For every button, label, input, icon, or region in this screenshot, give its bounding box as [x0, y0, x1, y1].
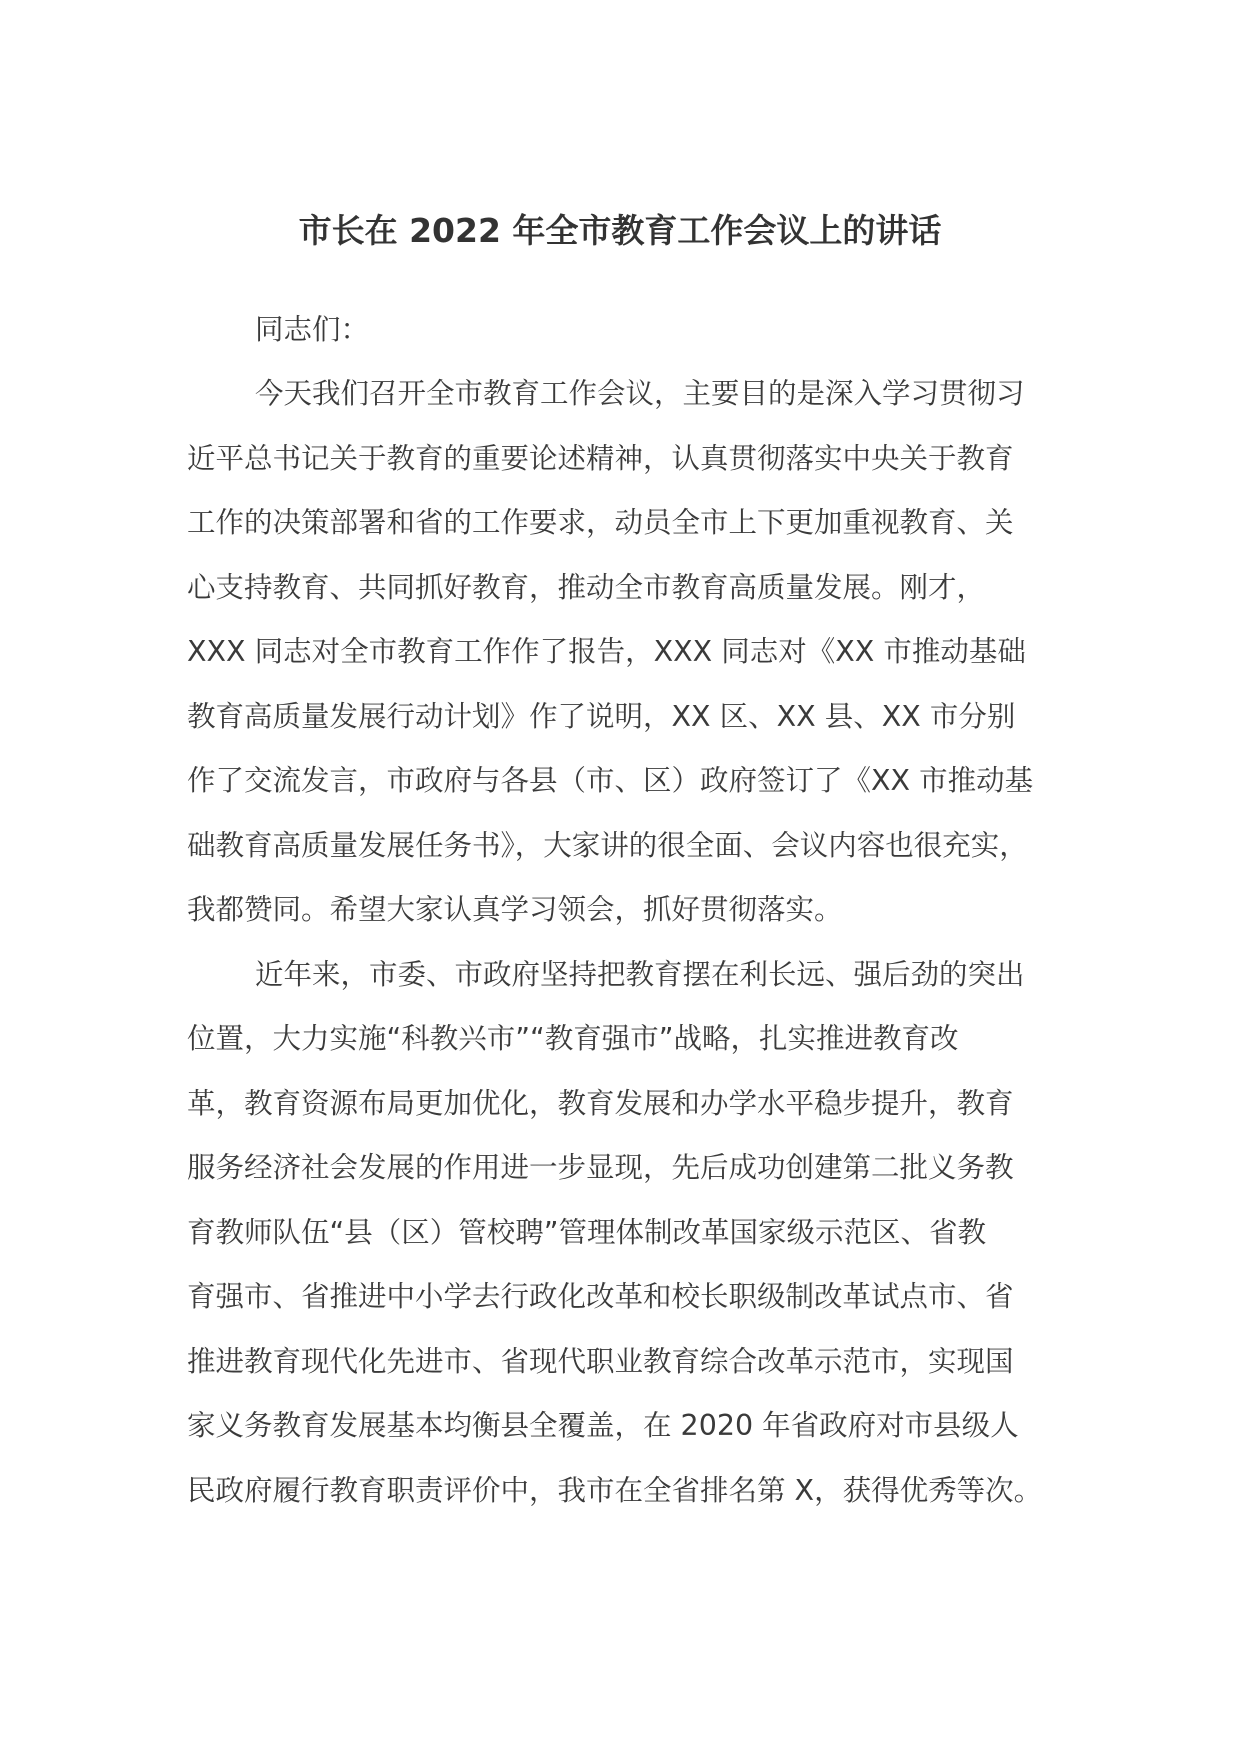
body-line: 工作的决策部署和省的工作要求，动员全市上下更加重视教育、关	[187, 506, 1014, 539]
body-line: 心支持教育、共同抓好教育，推动全市教育高质量发展。刚才，	[187, 571, 986, 604]
body-line: 我都赞同。希望大家认真学习领会，抓好贯彻落实。	[187, 893, 843, 926]
document-title: 市长在 2022 年全市教育工作会议上的讲话	[298, 211, 942, 250]
body-line: 教育高质量发展行动计划》作了说明，XX 区、XX 县、XX 市分别	[187, 700, 1016, 733]
body-line: 础教育高质量发展任务书》，大家讲的很全面、会议内容也很充实，	[187, 829, 1028, 862]
body-line: 位置，大力实施“科教兴市”“教育强市”战略，扎实推进教育改	[187, 1022, 959, 1055]
body-line: 育教师队伍“县（区）管校聘”管理体制改革国家级示范区、省教	[187, 1216, 987, 1249]
body-line: XXX 同志对全市教育工作作了报告，XXX 同志对《XX 市推动基础	[187, 635, 1026, 668]
body-line: 家义务教育发展基本均衡县全覆盖，在 2020 年省政府对市县级人	[187, 1409, 1019, 1442]
body-line: 革，教育资源布局更加优化，教育发展和办学水平稳步提升，教育	[187, 1087, 1014, 1120]
body-line: 服务经济社会发展的作用进一步显现，先后成功创建第二批义务教	[187, 1151, 1014, 1184]
body-line: 今天我们召开全市教育工作会议，主要目的是深入学习贯彻习	[255, 377, 1025, 410]
body-line: 近年来，市委、市政府坚持把教育摆在利长远、强后劲的突出	[255, 958, 1025, 991]
body-line: 同志们：	[255, 313, 370, 346]
body-line: 近平总书记关于教育的重要论述精神，认真贯彻落实中央关于教育	[187, 442, 1014, 475]
body-line: 作了交流发言，市政府与各县（市、区）政府签订了《XX 市推动基	[187, 764, 1034, 797]
body-line: 推进教育现代化先进市、省现代职业教育综合改革示范市，实现国	[187, 1345, 1014, 1378]
body-line: 民政府履行教育职责评价中，我市在全省排名第 X，获得优秀等次。	[187, 1474, 1043, 1507]
body-line: 育强市、省推进中小学去行政化改革和校长职级制改革试点市、省	[187, 1280, 1014, 1313]
